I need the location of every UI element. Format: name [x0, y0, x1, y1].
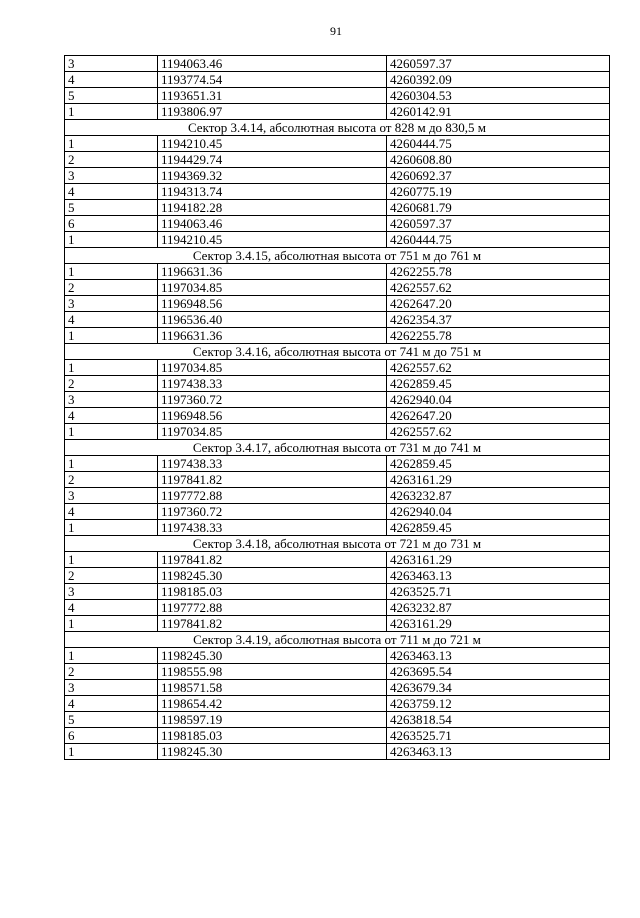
x-coordinate-cell: 1194182.28	[158, 200, 387, 216]
point-number-cell: 4	[65, 504, 158, 520]
table-row	[65, 328, 610, 344]
x-coordinate-cell: 1194063.46	[158, 56, 387, 72]
y-coordinate-cell: 4260444.75	[387, 136, 610, 152]
x-coordinate-cell: 1194429.74	[158, 152, 387, 168]
x-coordinate-cell: 1197841.82	[158, 472, 387, 488]
x-coordinate-cell: 1197438.33	[158, 376, 387, 392]
y-coordinate-cell: 4263463.13	[387, 568, 610, 584]
y-coordinate-cell: 4260444.75	[387, 232, 610, 248]
y-coordinate-cell: 4262255.78	[387, 264, 610, 280]
point-number-cell: 4	[65, 600, 158, 616]
y-coordinate-cell: 4260597.37	[387, 216, 610, 232]
x-coordinate-cell: 1197360.72	[158, 392, 387, 408]
x-coordinate-cell: 1194063.46	[158, 216, 387, 232]
coordinates-table-body	[65, 56, 610, 760]
table-row	[65, 664, 610, 680]
x-coordinate-cell: 1193806.97	[158, 104, 387, 120]
sector-header: Сектор 3.4.19, абсолютная высота от 711 м до 721 м	[65, 632, 610, 648]
point-number-cell: 3	[65, 680, 158, 696]
point-number-cell: 5	[65, 88, 158, 104]
y-coordinate-cell: 4262557.62	[387, 424, 610, 440]
y-coordinate-cell: 4262940.04	[387, 392, 610, 408]
x-coordinate-cell: 1197360.72	[158, 504, 387, 520]
y-coordinate-cell: 4263525.71	[387, 728, 610, 744]
y-coordinate-cell: 4263232.87	[387, 488, 610, 504]
y-coordinate-cell: 4262255.78	[387, 328, 610, 344]
table-row	[65, 168, 610, 184]
x-coordinate-cell: 1198185.03	[158, 728, 387, 744]
point-number-cell: 3	[65, 296, 158, 312]
table-row	[65, 424, 610, 440]
x-coordinate-cell: 1196948.56	[158, 408, 387, 424]
table-row	[65, 472, 610, 488]
y-coordinate-cell: 4262859.45	[387, 456, 610, 472]
x-coordinate-cell: 1194210.45	[158, 232, 387, 248]
y-coordinate-cell: 4263161.29	[387, 472, 610, 488]
table-row	[65, 392, 610, 408]
point-number-cell: 3	[65, 584, 158, 600]
sector-header: Сектор 3.4.16, абсолютная высота от 741 м до 751 м	[65, 344, 610, 360]
y-coordinate-cell: 4262940.04	[387, 504, 610, 520]
point-number-cell: 1	[65, 648, 158, 664]
table-row	[65, 312, 610, 328]
table-row	[65, 520, 610, 536]
table-row	[65, 296, 610, 312]
table-row	[65, 152, 610, 168]
table-row	[65, 600, 610, 616]
point-number-cell: 1	[65, 104, 158, 120]
table-row	[65, 568, 610, 584]
y-coordinate-cell: 4263679.34	[387, 680, 610, 696]
coordinates-table	[64, 55, 610, 760]
page-number: 91	[330, 24, 342, 38]
x-coordinate-cell: 1197034.85	[158, 280, 387, 296]
point-number-cell: 4	[65, 408, 158, 424]
point-number-cell: 2	[65, 152, 158, 168]
x-coordinate-cell: 1197034.85	[158, 424, 387, 440]
table-row	[65, 264, 610, 280]
point-number-cell: 1	[65, 456, 158, 472]
x-coordinate-cell: 1196948.56	[158, 296, 387, 312]
table-row	[65, 232, 610, 248]
table-row	[65, 360, 610, 376]
y-coordinate-cell: 4263525.71	[387, 584, 610, 600]
point-number-cell: 1	[65, 136, 158, 152]
x-coordinate-cell: 1194313.74	[158, 184, 387, 200]
x-coordinate-cell: 1198555.98	[158, 664, 387, 680]
x-coordinate-cell: 1197772.88	[158, 600, 387, 616]
table-row	[65, 712, 610, 728]
point-number-cell: 3	[65, 488, 158, 504]
sector-header: Сектор 3.4.17, абсолютная высота от 731 м до 741 м	[65, 440, 610, 456]
y-coordinate-cell: 4262647.20	[387, 408, 610, 424]
table-row	[65, 104, 610, 120]
sector-header: Сектор 3.4.15, абсолютная высота от 751 м до 761 м	[65, 248, 610, 264]
y-coordinate-cell: 4260775.19	[387, 184, 610, 200]
y-coordinate-cell: 4260608.80	[387, 152, 610, 168]
table-row	[65, 504, 610, 520]
x-coordinate-cell: 1197772.88	[158, 488, 387, 504]
x-coordinate-cell: 1196536.40	[158, 312, 387, 328]
point-number-cell: 1	[65, 424, 158, 440]
point-number-cell: 1	[65, 360, 158, 376]
point-number-cell: 4	[65, 696, 158, 712]
table-row	[65, 56, 610, 72]
table-row	[65, 136, 610, 152]
point-number-cell: 2	[65, 280, 158, 296]
y-coordinate-cell: 4260392.09	[387, 72, 610, 88]
table-row	[65, 616, 610, 632]
x-coordinate-cell: 1198571.58	[158, 680, 387, 696]
y-coordinate-cell: 4262557.62	[387, 280, 610, 296]
y-coordinate-cell: 4263818.54	[387, 712, 610, 728]
table-row	[65, 728, 610, 744]
y-coordinate-cell: 4262647.20	[387, 296, 610, 312]
point-number-cell: 3	[65, 168, 158, 184]
y-coordinate-cell: 4260304.53	[387, 88, 610, 104]
y-coordinate-cell: 4260692.37	[387, 168, 610, 184]
table-row	[65, 680, 610, 696]
point-number-cell: 1	[65, 328, 158, 344]
y-coordinate-cell: 4263759.12	[387, 696, 610, 712]
point-number-cell: 5	[65, 200, 158, 216]
y-coordinate-cell: 4260142.91	[387, 104, 610, 120]
x-coordinate-cell: 1198185.03	[158, 584, 387, 600]
x-coordinate-cell: 1196631.36	[158, 264, 387, 280]
table-row	[65, 280, 610, 296]
y-coordinate-cell: 4262859.45	[387, 520, 610, 536]
y-coordinate-cell: 4263463.13	[387, 648, 610, 664]
table-row	[65, 72, 610, 88]
y-coordinate-cell: 4260597.37	[387, 56, 610, 72]
x-coordinate-cell: 1196631.36	[158, 328, 387, 344]
x-coordinate-cell: 1197438.33	[158, 520, 387, 536]
point-number-cell: 3	[65, 56, 158, 72]
sector-header-row	[65, 536, 610, 552]
y-coordinate-cell: 4262354.37	[387, 312, 610, 328]
x-coordinate-cell: 1194210.45	[158, 136, 387, 152]
table-row	[65, 456, 610, 472]
point-number-cell: 2	[65, 472, 158, 488]
point-number-cell: 6	[65, 728, 158, 744]
point-number-cell: 1	[65, 552, 158, 568]
table-row	[65, 552, 610, 568]
table-row	[65, 216, 610, 232]
x-coordinate-cell: 1194369.32	[158, 168, 387, 184]
y-coordinate-cell: 4263161.29	[387, 552, 610, 568]
table-row	[65, 584, 610, 600]
point-number-cell: 4	[65, 184, 158, 200]
sector-header: Сектор 3.4.14, абсолютная высота от 828 м до 830,5 м	[65, 120, 610, 136]
point-number-cell: 1	[65, 744, 158, 760]
y-coordinate-cell: 4263695.54	[387, 664, 610, 680]
point-number-cell: 4	[65, 72, 158, 88]
table-row	[65, 184, 610, 200]
x-coordinate-cell: 1197841.82	[158, 552, 387, 568]
x-coordinate-cell: 1198597.19	[158, 712, 387, 728]
x-coordinate-cell: 1193651.31	[158, 88, 387, 104]
table-row	[65, 88, 610, 104]
x-coordinate-cell: 1198245.30	[158, 568, 387, 584]
point-number-cell: 1	[65, 616, 158, 632]
y-coordinate-cell: 4263463.13	[387, 744, 610, 760]
x-coordinate-cell: 1197438.33	[158, 456, 387, 472]
table-row	[65, 200, 610, 216]
table-row	[65, 488, 610, 504]
table-row	[65, 376, 610, 392]
sector-header: Сектор 3.4.18, абсолютная высота от 721 м до 731 м	[65, 536, 610, 552]
point-number-cell: 2	[65, 568, 158, 584]
point-number-cell: 1	[65, 520, 158, 536]
sector-header-row	[65, 440, 610, 456]
sector-header-row	[65, 248, 610, 264]
x-coordinate-cell: 1198245.30	[158, 648, 387, 664]
point-number-cell: 1	[65, 264, 158, 280]
table-row	[65, 744, 610, 760]
y-coordinate-cell: 4262859.45	[387, 376, 610, 392]
x-coordinate-cell: 1197841.82	[158, 616, 387, 632]
x-coordinate-cell: 1193774.54	[158, 72, 387, 88]
sector-header-row	[65, 632, 610, 648]
point-number-cell: 2	[65, 376, 158, 392]
point-number-cell: 4	[65, 312, 158, 328]
point-number-cell: 5	[65, 712, 158, 728]
x-coordinate-cell: 1198654.42	[158, 696, 387, 712]
y-coordinate-cell: 4263232.87	[387, 600, 610, 616]
x-coordinate-cell: 1197034.85	[158, 360, 387, 376]
sector-header-row	[65, 344, 610, 360]
x-coordinate-cell: 1198245.30	[158, 744, 387, 760]
y-coordinate-cell: 4260681.79	[387, 200, 610, 216]
sector-header-row	[65, 120, 610, 136]
point-number-cell: 6	[65, 216, 158, 232]
y-coordinate-cell: 4262557.62	[387, 360, 610, 376]
point-number-cell: 1	[65, 232, 158, 248]
y-coordinate-cell: 4263161.29	[387, 616, 610, 632]
table-row	[65, 408, 610, 424]
point-number-cell: 2	[65, 664, 158, 680]
table-row	[65, 648, 610, 664]
table-row	[65, 696, 610, 712]
point-number-cell: 3	[65, 392, 158, 408]
